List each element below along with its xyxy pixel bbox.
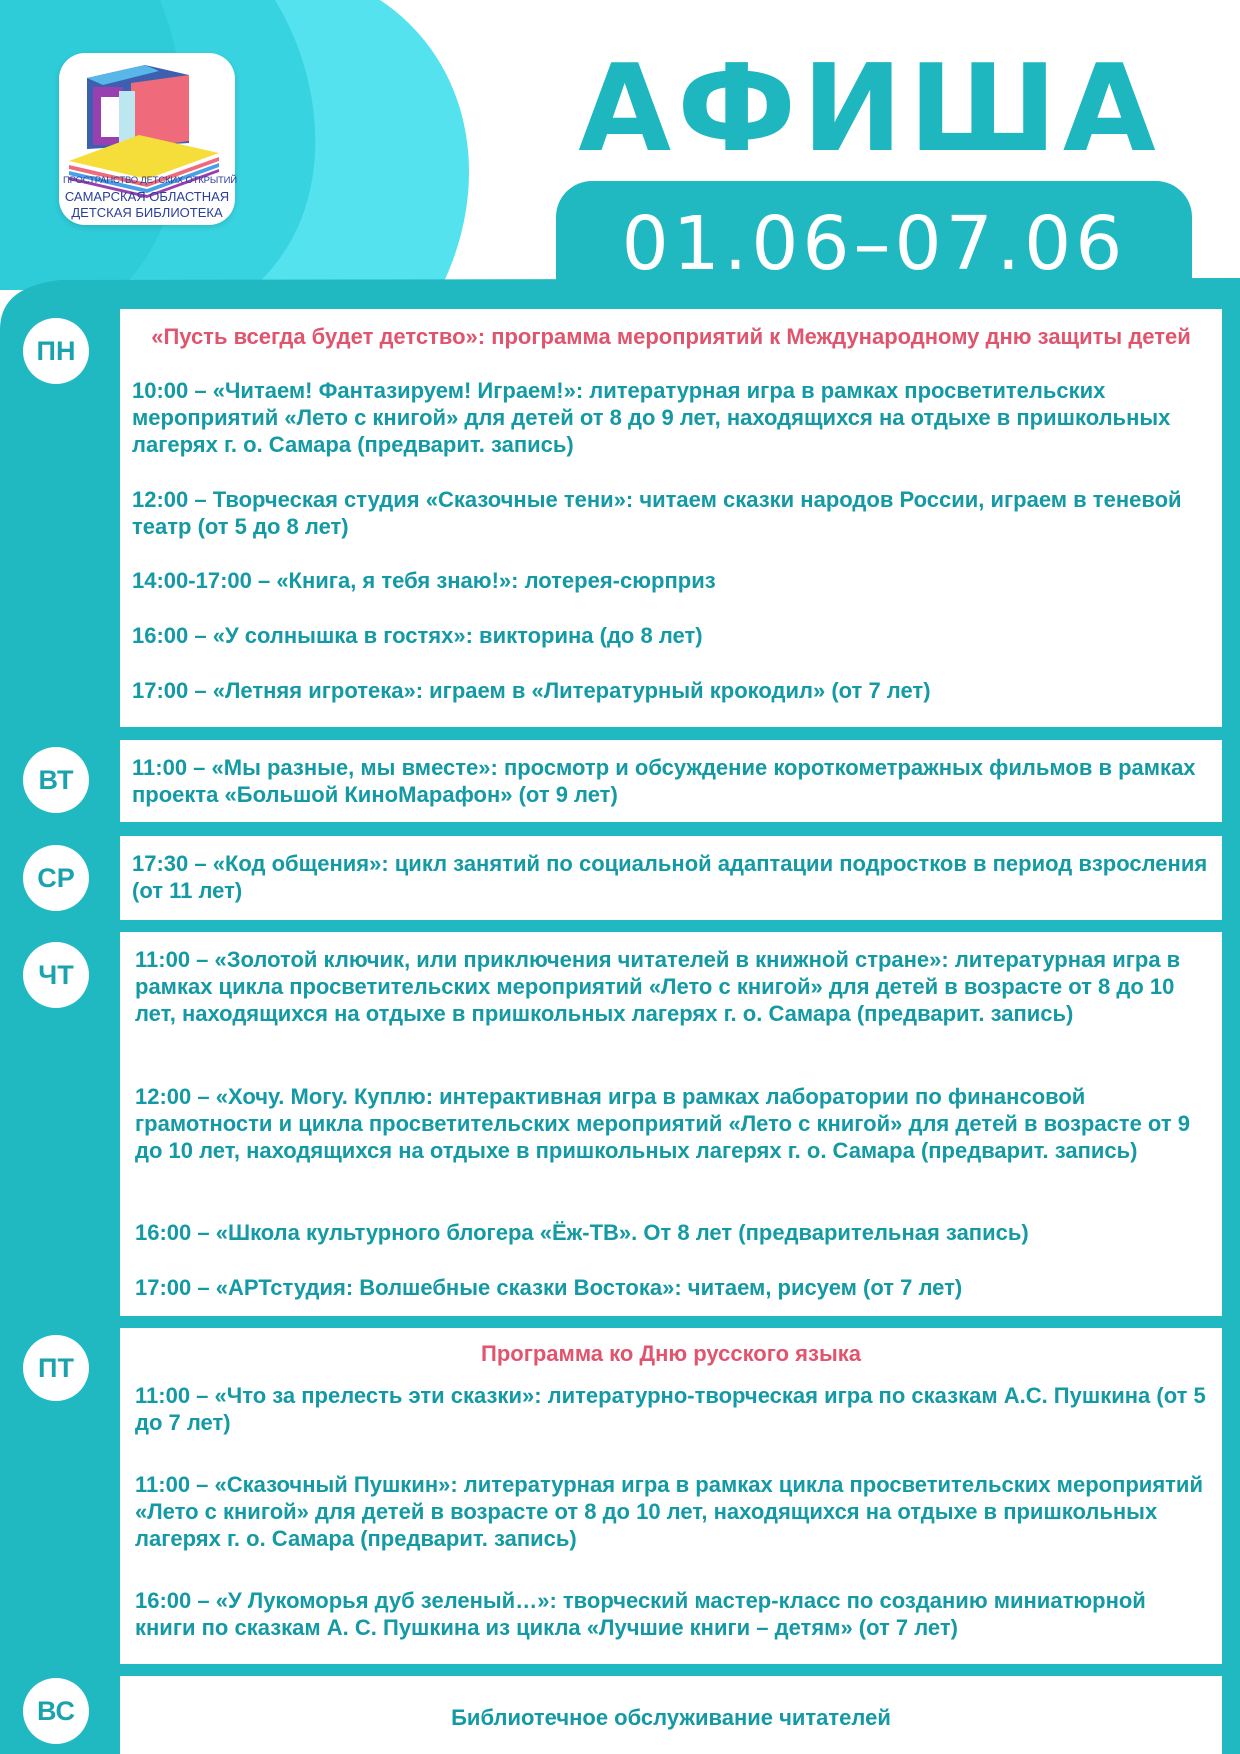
day-badge-sun: ВС — [23, 1678, 89, 1744]
event-item: 12:00 – «Хочу. Могу. Куплю: интерактивная игра в рамках лаборатории по финансовой грамотности и цикла просветительских мероприятий «Лето с книгой» для детей в возрасте от 9 до 10 лет, находящихся на отдыхе в пришкольных лагерях г. о. Самара (предварит. запись) — [135, 1084, 1190, 1163]
event-item: 11:00 – «Сказочный Пушкин»: литературная игра в рамках цикла просветительских мероприятий «Лето с книгой» для детей в возрасте от 8 до 10 лет, находящихся на отдыхе в пришкольных лагерях г. о. Самара (предварит. запись) — [135, 1472, 1203, 1551]
day-panel-wed — [120, 836, 1222, 920]
page-title: АФИША — [578, 40, 1162, 179]
event-item: 17:00 – «АРТстудия: Волшебные сказки Востока»: читаем, рисуем (от 7 лет) — [135, 1275, 963, 1300]
day-heading: «Пусть всегда будет детство»: программа мероприятий к Международному дню защиты детей — [151, 324, 1191, 349]
event-item: 12:00 – Творческая студия «Сказочные тени»: читаем сказки народов России, играем в теневой театр (от 5 до 8 лет) — [132, 487, 1182, 539]
event-item: 10:00 – «Читаем! Фантазируем! Играем!»: литературная игра в рамках просветительских мероприятий «Лето с книгой» для детей от 8 до 9 лет, находящихся на отдыхе в пришкольных лагерях г. о. Самара (предварит. запись) — [132, 378, 1171, 457]
event-item: 16:00 – «У солнышка в гостях»: викторина (до 8 лет) — [132, 623, 703, 648]
logo-tagline: ПРОСТРАНСТВО ДЕТСКИХ ОТКРЫТИЙ — [63, 175, 237, 186]
day-badge-fri: ПТ — [23, 1335, 89, 1401]
day-badge-thu: ЧТ — [23, 942, 89, 1008]
event-item: 17:30 – «Код общения»: цикл занятий по социальной адаптации подростков в период взросления (от 11 лет) — [132, 851, 1208, 903]
event-item: 16:00 – «Школа культурного блогера «Ёж-ТВ». От 8 лет (предварительная запись) — [135, 1220, 1029, 1245]
event-item: 16:00 – «У Лукоморья дуб зеленый…»: творческий мастер-класс по созданию миниатюрной книги по сказкам А. С. Пушкина из цикла «Лучшие книги – детям» (от 7 лет) — [135, 1588, 1146, 1640]
day-panel-thu — [120, 932, 1222, 1316]
day-panel-mon — [120, 309, 1222, 727]
day-badge-mon: ПН — [23, 318, 89, 384]
event-item: 11:00 – «Мы разные, мы вместе»: просмотр и обсуждение короткометражных фильмов в рамках проекта «Большой КиноМарафон» (от 9 лет) — [132, 755, 1196, 807]
logo-name-line1: САМАРСКАЯ ОБЛАСТНАЯ — [64, 189, 230, 204]
day-badge-tue: ВТ — [23, 747, 89, 813]
event-item: 17:00 – «Летняя игротека»: играем в «Литературный крокодил» (от 7 лет) — [132, 678, 931, 703]
day-panel-tue — [120, 740, 1222, 822]
event-item: 11:00 – «Что за прелесть эти сказки»: литературно-творческая игра по сказкам А.С. Пушкина (от 5 до 7 лет) — [135, 1383, 1206, 1435]
day-panel-sun — [120, 1676, 1222, 1754]
event-item: 11:00 – «Золотой ключик, или приключения читателей в книжной стране»: литературная игра в рамках цикла просветительских мероприятий «Лето с книгой» для детей в возрасте от 8 до 10 лет, находящихся на отдыхе в пришкольных лагерях г. о. Самара (предварит. запись) — [135, 947, 1181, 1026]
library-logo — [59, 53, 235, 225]
logo-name-line2: ДЕТСКАЯ БИБЛИОТЕКА — [71, 205, 223, 220]
date-range: 01.06–07.06 — [621, 201, 1127, 287]
day-heading: Программа ко Дню русского языка — [481, 1341, 861, 1366]
day-badge-wed: СР — [23, 845, 89, 911]
event-item: Библиотечное обслуживание читателей — [451, 1705, 891, 1730]
date-range-tab — [556, 181, 1192, 301]
event-item: 14:00-17:00 – «Книга, я тебя знаю!»: лотерея-сюрприз — [132, 568, 716, 593]
day-panel-fri — [120, 1328, 1222, 1664]
